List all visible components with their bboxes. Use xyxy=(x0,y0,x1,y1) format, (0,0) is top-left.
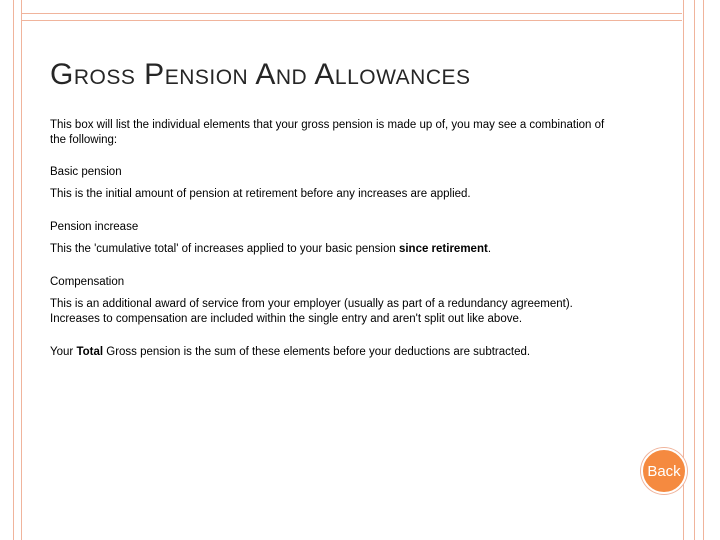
section-text-pension-increase: This the 'cumulative total' of increases applied to your basic pension since retirement. xyxy=(50,243,492,255)
slide-body xyxy=(50,118,650,360)
section-text-basic-pension: This is the initial amount of pension at retirement before any increases are applied. xyxy=(50,188,471,200)
section-heading-pension-increase: Pension increase xyxy=(50,221,139,233)
summary-text: Your Total Gross pension is the sum of these elements before your deductions are subtracted. xyxy=(50,346,531,358)
top-frame-border xyxy=(22,0,682,21)
intro-text: This box will list the individual elements that your gross pension is made up of, you may see a combination of the following: xyxy=(50,119,605,146)
left-frame-border xyxy=(0,0,22,540)
right-frame-border xyxy=(682,0,720,540)
section-text-compensation: This is an additional award of service from your employer (usually as part of a redundancy agreement). Increases to compensation are included within the single entry and aren't split out like above. xyxy=(50,298,573,325)
section-heading-compensation: Compensation xyxy=(50,276,125,288)
section-heading-basic-pension: Basic pension xyxy=(50,166,122,178)
back-button[interactable]: Back xyxy=(641,448,687,494)
slide-content xyxy=(50,58,650,378)
page-title: Gross Pension And Allowances xyxy=(50,58,471,91)
